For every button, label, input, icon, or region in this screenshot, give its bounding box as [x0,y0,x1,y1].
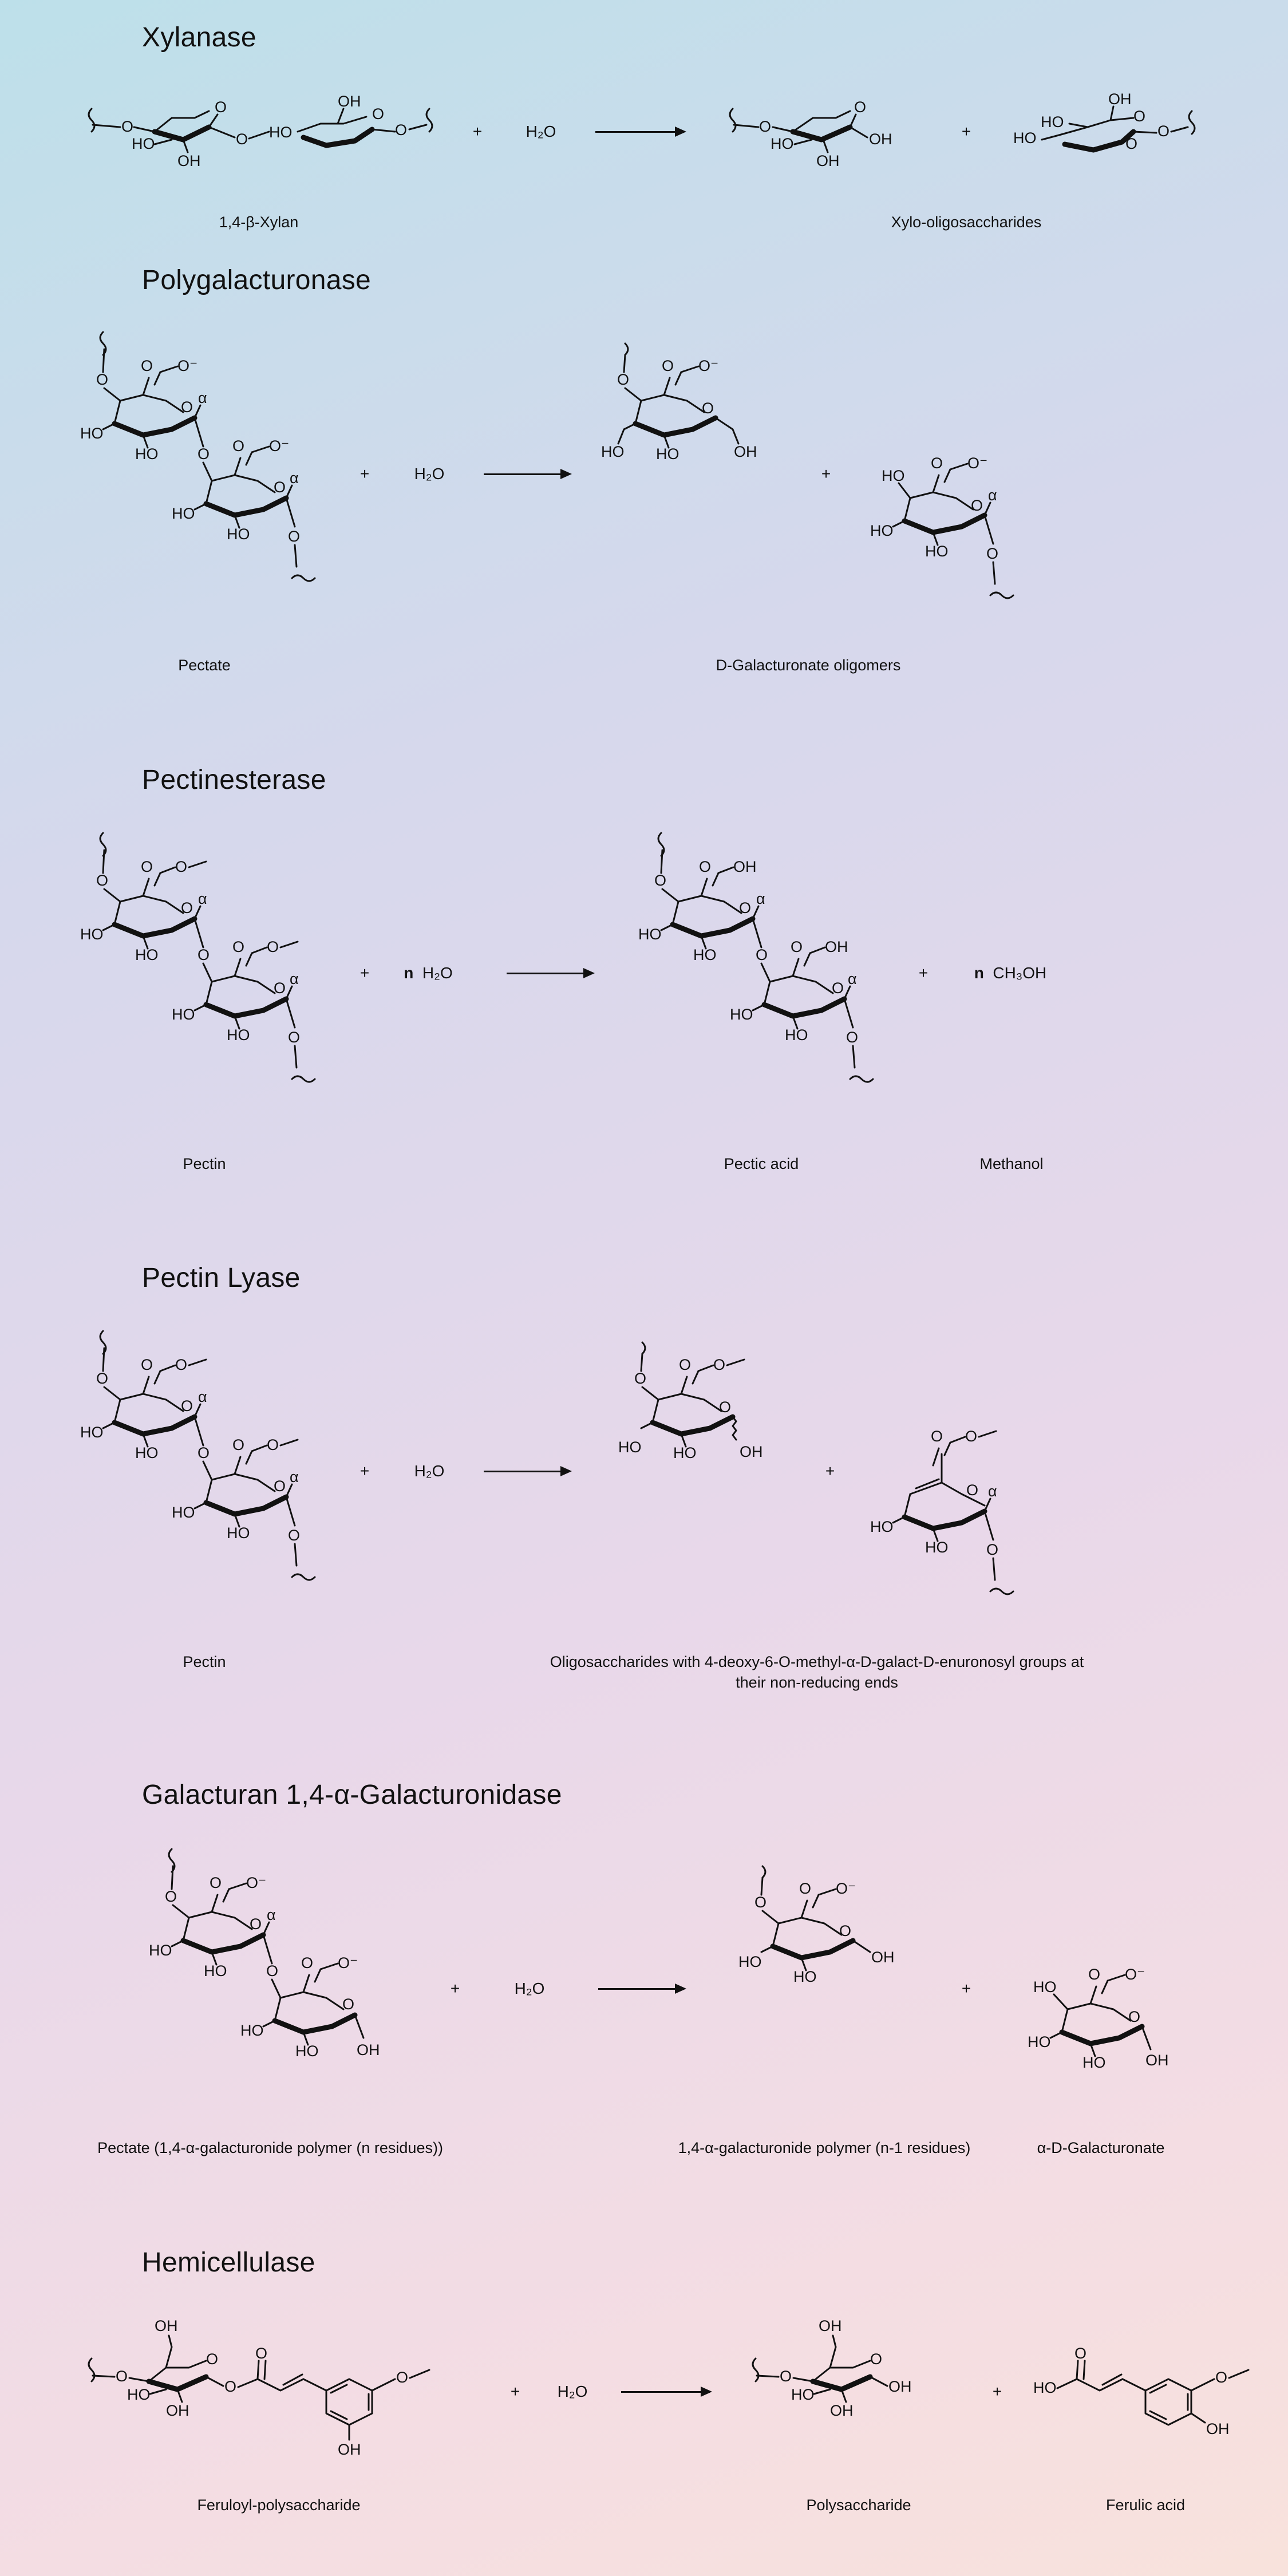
molecule-alpha-d-galacturonate [1028,1966,1199,2107]
svg-text:O: O [634,1370,647,1387]
svg-text:O: O [986,545,999,562]
compound-label: 1,4-α-galacturonide polymer (n-1 residues) [678,2139,971,2156]
molecule-xylan [86,92,441,183]
svg-text:O: O [1215,2369,1228,2386]
reagent-water: H₂O [414,1462,445,1480]
svg-text:HO: HO [925,543,949,560]
svg-text:O⁻: O⁻ [967,455,988,472]
atom-ho: HO [601,443,625,460]
svg-text:OH: OH [733,858,757,875]
svg-text:O: O [965,1428,978,1445]
svg-text:O: O [662,357,674,374]
svg-text:HO: HO [1028,2033,1051,2050]
svg-text:OH: OH [155,2317,178,2334]
svg-text:OH: OH [166,2402,189,2419]
product-methanol: CH₃OH [993,964,1047,982]
svg-text:HO: HO [870,1518,894,1535]
svg-text:O⁻: O⁻ [698,357,719,374]
reaction-title-pectinesterase: Pectinesterase [142,765,326,795]
svg-text:O: O [141,858,153,875]
svg-text:HO: HO [227,1026,250,1044]
svg-text:O: O [839,1922,852,1939]
svg-text:HO: HO [693,946,717,963]
svg-text:O: O [1125,135,1138,152]
compound-label: 1,4-β-Xylan [219,214,299,231]
molecule-pectate-polymer [149,1855,401,2107]
svg-text:O: O [250,1915,262,1933]
svg-text:α: α [198,389,207,406]
svg-text:O: O [713,1356,726,1373]
svg-text:HO: HO [791,2386,815,2403]
svg-text:HO: HO [80,1424,104,1441]
svg-text:HO: HO [127,2386,151,2403]
molecule-galacturonate-oligomer [601,343,796,492]
svg-text:O: O [372,105,385,123]
molecule-pectic-acid [638,839,890,1119]
reagent-water: H₂O [557,2383,588,2400]
svg-text:HO: HO [738,1953,762,1970]
svg-text:O: O [206,2350,219,2368]
svg-text:O: O [274,479,286,496]
svg-text:O: O [266,1962,279,1980]
svg-text:O: O [210,1874,222,1891]
svg-text:O: O [1133,108,1146,125]
molecule-feruloyl-polysaccharide [86,2318,487,2456]
svg-text:O: O [116,2368,128,2385]
svg-text:O: O [141,357,153,374]
svg-text:O: O [931,455,943,472]
compound-label: Feruloyl-polysaccharide [197,2496,361,2514]
compound-label: Pectate (1,4-α-galacturonide polymer (n residues)) [97,2139,443,2156]
svg-text:HO: HO [618,1439,642,1456]
molecule-pectin-lyase-product-1 [618,1342,813,1491]
compound-label: Pectin [183,1653,226,1670]
svg-text:O: O [986,1541,999,1558]
svg-text:O: O [236,131,248,148]
svg-text:O: O [232,938,245,955]
svg-text:HO: HO [149,1942,172,1959]
svg-text:O: O [832,979,844,997]
svg-text:α: α [290,1468,299,1485]
reaction-arrow [484,473,570,475]
svg-text:HO: HO [638,926,662,943]
svg-text:O: O [181,899,193,916]
svg-text:O: O [1074,2345,1087,2362]
molecule-xylo-oligo-2 [1013,92,1208,183]
svg-text:O: O [1088,1966,1101,1983]
reaction-arrow [484,1471,570,1472]
svg-text:O: O [791,938,803,955]
svg-text:HO: HO [172,1006,195,1023]
svg-text:O: O [870,2350,883,2368]
svg-text:HO: HO [80,926,104,943]
svg-text:α: α [988,1483,997,1500]
svg-text:O: O [1157,123,1170,140]
svg-text:O: O [215,98,227,116]
svg-text:HO: HO [1013,129,1037,147]
molecule-ferulic-acid [1033,2336,1262,2456]
svg-text:O: O [267,938,279,955]
svg-text:O: O [232,437,245,455]
svg-text:OH: OH [825,938,848,955]
svg-text:OH: OH [1108,90,1132,108]
svg-text:O: O [255,2345,268,2362]
molecule-xylo-oligo-1 [727,92,933,183]
svg-text:OH: OH [338,93,361,110]
svg-text:O: O [702,400,714,417]
svg-text:O: O [165,1888,177,1905]
svg-text:HO: HO [1041,113,1064,131]
reagent-water: H₂O [414,465,445,483]
reaction-title-hemicellulase: Hemicellulase [142,2247,315,2278]
svg-text:O: O [181,1397,193,1415]
svg-text:O: O [197,946,210,963]
svg-text:O: O [197,445,210,463]
svg-text:HO: HO [793,1968,817,1985]
svg-text:OH: OH [1145,2052,1169,2069]
svg-text:HO: HO [172,505,195,522]
svg-text:HO: HO [1033,2379,1057,2396]
svg-text:OH: OH [871,1949,895,1966]
reaction-title-galacturonidase: Galacturan 1,4-α-Galacturonidase [142,1780,562,1810]
svg-text:OH: OH [888,2378,912,2395]
svg-text:OH: OH [357,2041,380,2059]
svg-text:α: α [198,1388,207,1405]
svg-text:O⁻: O⁻ [338,1954,358,1971]
compound-label: Methanol [979,1155,1044,1172]
svg-text:HO: HO [204,1962,227,1980]
reaction-arrow [598,1988,684,1990]
svg-text:O: O [780,2368,792,2385]
reaction-arrow [621,2391,710,2393]
svg-text:α: α [988,487,997,504]
compound-label: Pectic acid [724,1155,799,1172]
svg-text:O: O [141,1356,153,1373]
svg-text:α: α [198,890,207,907]
reaction-arrow [595,131,684,133]
svg-text:O⁻: O⁻ [246,1874,267,1891]
svg-text:HO: HO [730,1006,753,1023]
compound-label: Polysaccharide [806,2496,911,2514]
svg-text:O: O [288,528,301,545]
compound-label: α-D-Galacturonate [1037,2139,1165,2156]
svg-text:O: O [197,1444,210,1461]
svg-text:O: O [739,899,752,916]
svg-text:O: O [759,118,772,135]
svg-text:O⁻: O⁻ [269,437,290,455]
svg-text:HO: HO [925,1539,949,1556]
svg-text:OH: OH [338,2441,361,2458]
svg-text:O⁻: O⁻ [836,1880,856,1897]
svg-text:O: O [846,1029,859,1046]
svg-text:O: O [756,946,768,963]
molecule-pectin [80,839,332,1119]
svg-text:HO: HO [785,1026,808,1044]
svg-text:O: O [971,497,983,514]
svg-text:HO: HO [656,445,679,463]
svg-text:O: O [799,1880,812,1897]
compound-label: Xylo-oligosaccharides [891,214,1042,231]
svg-text:O: O [288,1029,301,1046]
svg-text:OH: OH [830,2402,854,2419]
svg-text:O: O [396,2369,409,2386]
svg-text:O: O [96,1370,109,1387]
svg-text:O: O [274,979,286,997]
svg-text:OH: OH [177,152,201,169]
svg-text:O⁻: O⁻ [177,357,198,374]
svg-text:α: α [848,970,857,987]
svg-text:O: O [395,121,408,139]
molecule-pectin-lyase-product-2 [870,1428,1042,1614]
compound-label: D-Galacturonate oligomers [716,657,901,674]
molecule-galacturonate-end [870,455,1042,618]
svg-text:OH: OH [819,2317,842,2334]
svg-text:O: O [274,1477,286,1495]
svg-text:α: α [290,469,299,487]
svg-text:O: O [654,872,667,889]
svg-text:HO: HO [80,425,104,442]
svg-text:HO: HO [135,445,159,463]
svg-text:HO: HO [227,1524,250,1542]
svg-text:O: O [175,1356,188,1373]
svg-text:O: O [224,2378,237,2395]
atom-o: O [121,118,134,135]
svg-text:OH: OH [816,152,840,169]
svg-text:α: α [267,1906,276,1923]
svg-text:O: O [966,1481,979,1499]
compound-label: Pectate [178,657,231,674]
svg-text:O: O [96,371,109,388]
svg-text:OH: OH [734,443,757,460]
svg-text:O: O [232,1436,245,1453]
svg-text:HO: HO [172,1504,195,1521]
reagent-water: H₂O [514,1980,545,1997]
svg-text:HO: HO [295,2042,319,2060]
svg-text:O⁻: O⁻ [1125,1966,1145,1983]
svg-text:O: O [854,98,867,116]
svg-text:HO: HO [1033,1978,1057,1996]
reaction-title-pectin-lyase: Pectin Lyase [142,1263,301,1293]
compound-label: Pectin [183,1155,226,1172]
svg-text:HO: HO [135,946,159,963]
svg-text:O: O [617,371,630,388]
svg-text:HO: HO [227,526,250,543]
compound-label: Oligosaccharides with 4-deoxy-6-O-methyl-α-D-galact-D-enuronosyl groups at their non-reducing ends [550,1653,1084,1692]
svg-text:HO: HO [132,135,155,152]
molecule-galacturonide-polymer-n-1 [738,1866,933,2015]
svg-text:HO: HO [673,1444,697,1461]
svg-text:O: O [181,398,193,416]
svg-text:O: O [699,858,712,875]
svg-text:O: O [301,1954,314,1971]
svg-text:α: α [290,970,299,987]
svg-text:O: O [679,1356,692,1373]
svg-text:OH: OH [740,1443,763,1460]
svg-text:OH: OH [869,131,892,148]
svg-text:O: O [719,1398,732,1416]
molecule-pectate [80,338,332,618]
molecule-pectin [80,1337,332,1617]
svg-text:O: O [96,872,109,889]
svg-text:HO: HO [870,522,894,539]
svg-text:O: O [175,858,188,875]
compound-label: Ferulic acid [1105,2496,1186,2514]
svg-text:HO: HO [882,467,905,484]
reagent-water: H₂O [526,123,556,140]
svg-text:O: O [288,1527,301,1544]
svg-text:HO: HO [771,135,794,152]
reaction-arrow [507,973,592,974]
svg-text:O: O [931,1428,943,1445]
reagent-water: H₂O [422,964,453,982]
svg-text:O: O [1128,2008,1141,2025]
svg-text:HO: HO [269,124,293,141]
svg-text:O: O [754,1894,767,1911]
svg-text:HO: HO [240,2022,264,2039]
svg-text:HO: HO [1082,2054,1106,2071]
svg-text:O: O [342,1996,355,2013]
molecule-polysaccharide [750,2318,967,2444]
svg-text:α: α [756,890,765,907]
svg-text:O: O [267,1436,279,1453]
svg-text:HO: HO [135,1444,159,1461]
reaction-title-xylanase: Xylanase [142,22,256,53]
reaction-title-polygalacturonase: Polygalacturonase [142,265,372,295]
svg-text:OH: OH [1206,2420,1230,2437]
